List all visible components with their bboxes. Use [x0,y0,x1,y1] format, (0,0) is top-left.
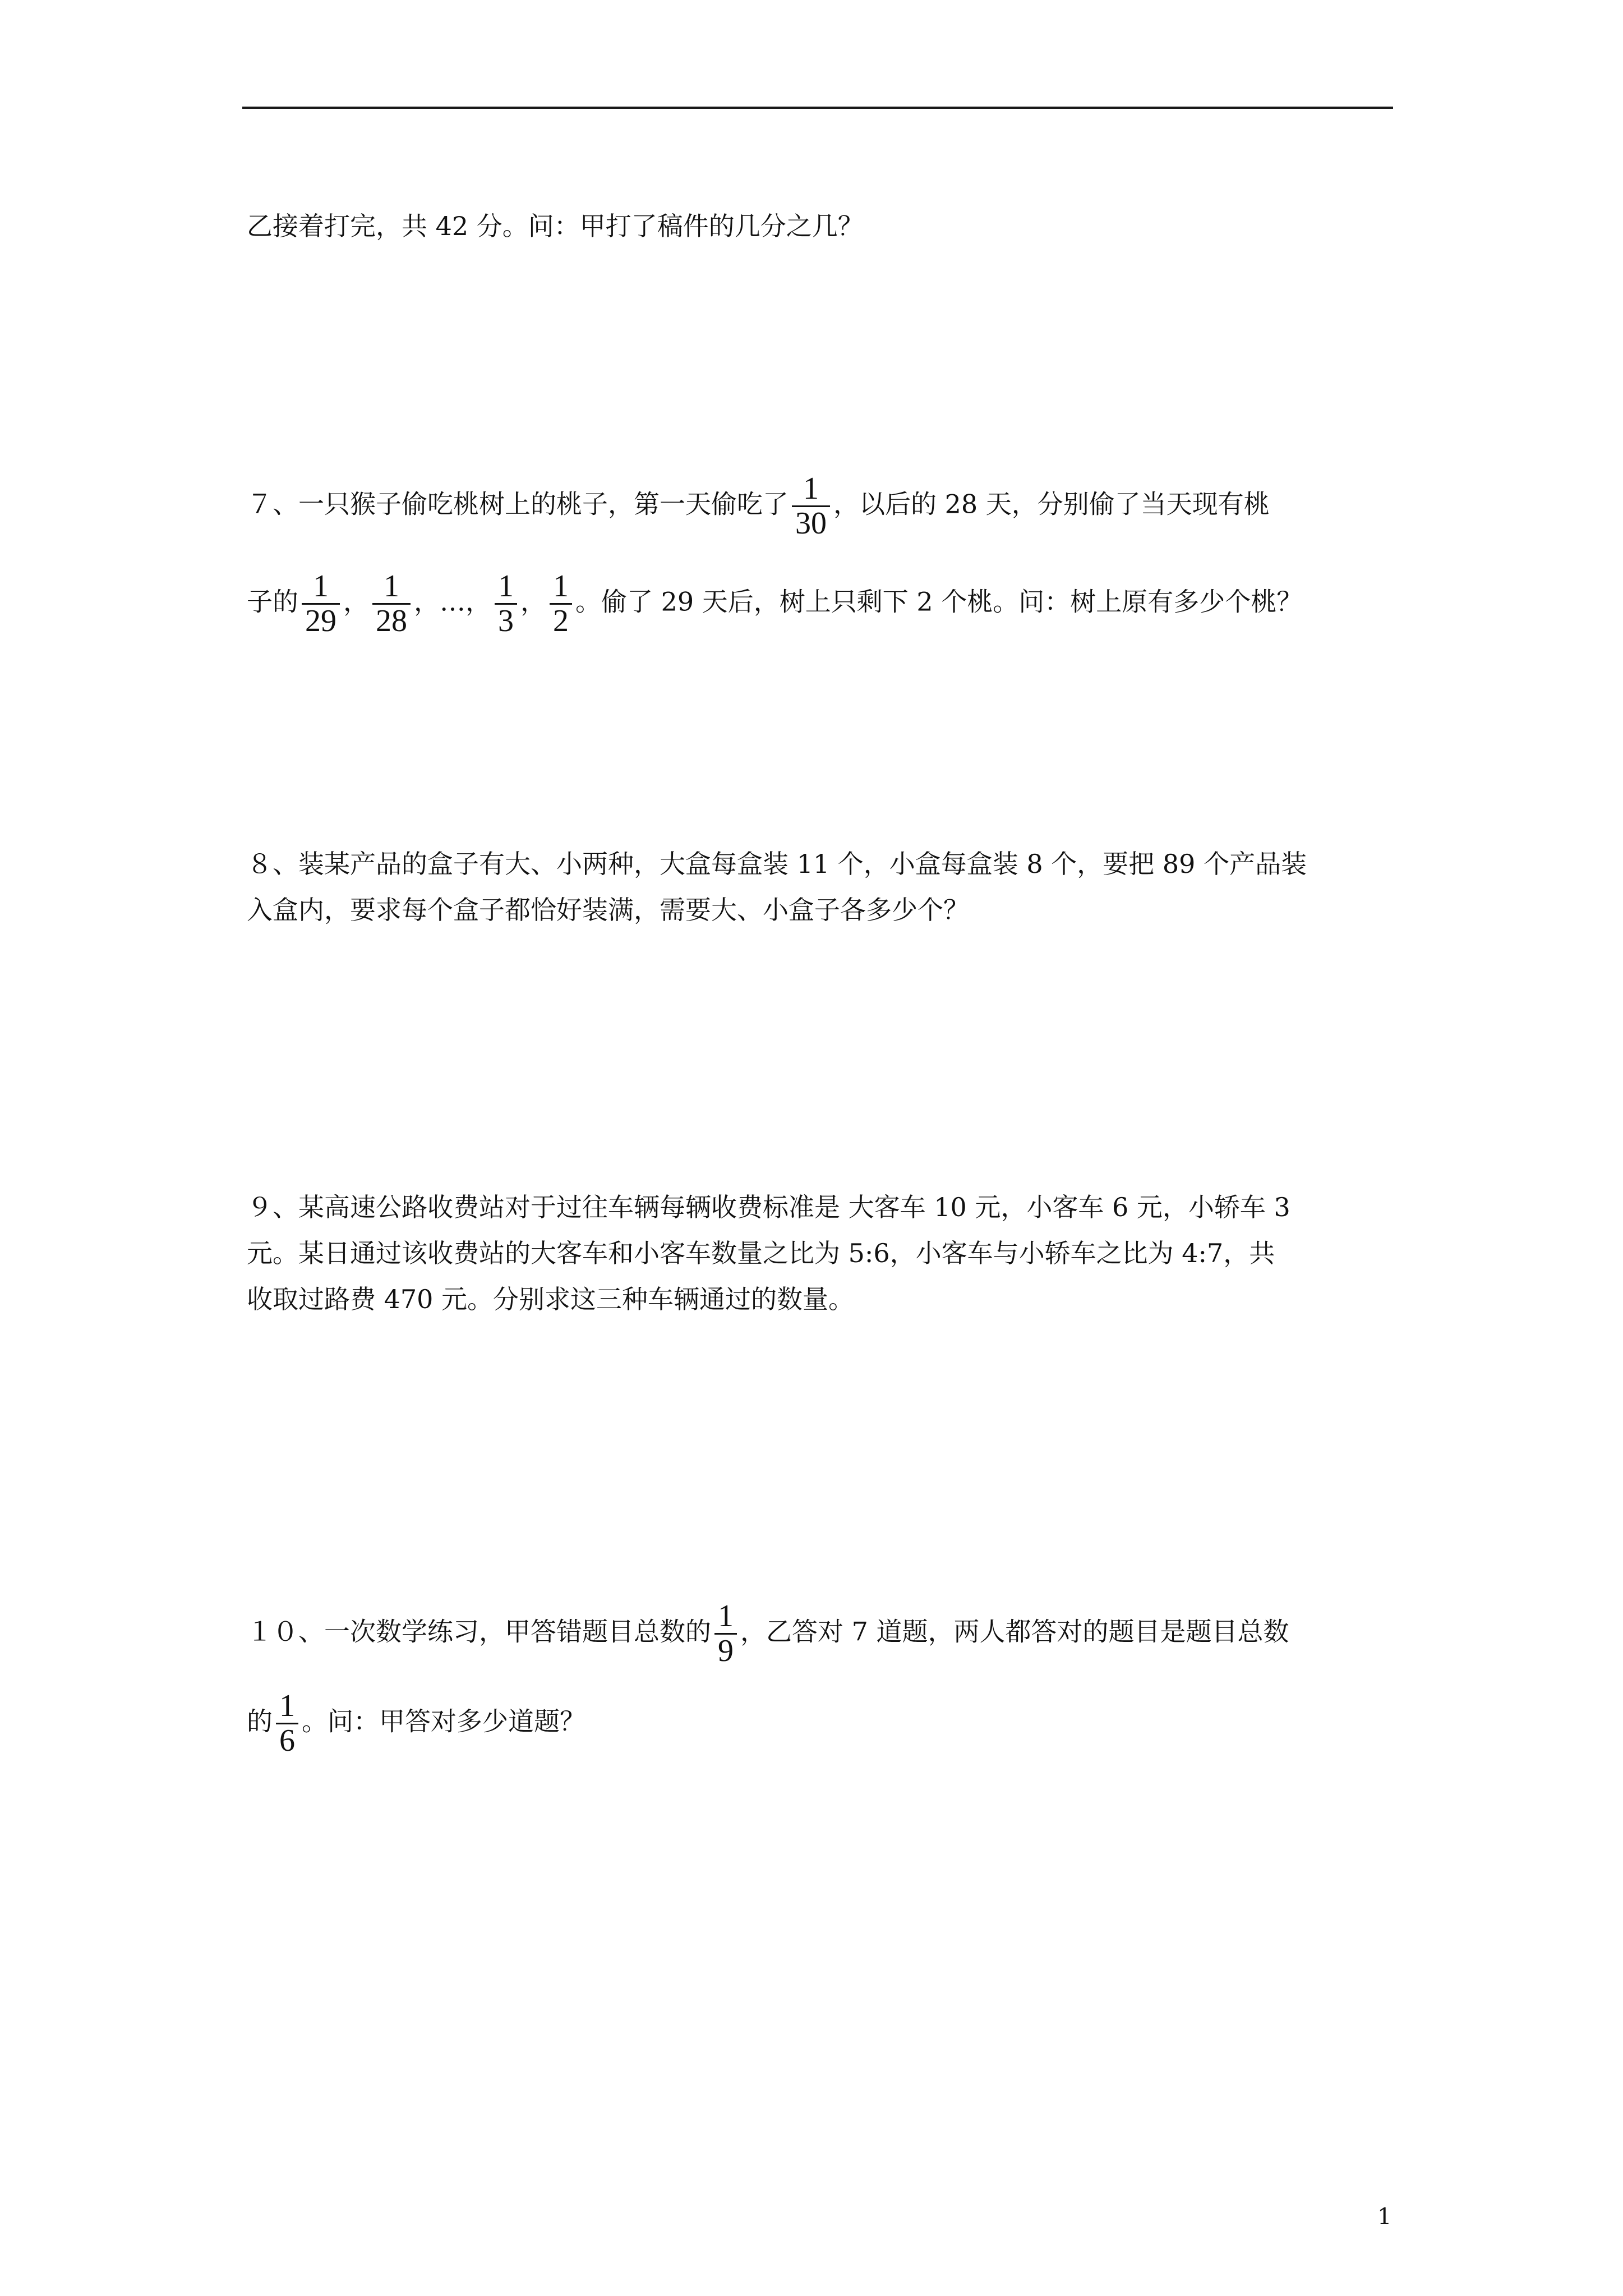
q10-text-1a: １０、一次数学练习，甲答错题目总数的 [247,1616,711,1647]
q9-line-1: ９、某高速公路收费站对于过往车辆每辆收费标准是 大客车 10 元，小客车 6 元，小轿车 3 [247,1192,1290,1222]
q7-fraction-1-3 [495,570,517,638]
q10-fraction-1-9 [714,1600,737,1668]
q7-sep-1: ， [343,586,369,617]
q7-text-1a: ７、一只猴子偷吃桃树上的桃子，第一天偷吃了 [247,489,789,519]
q7-fraction-1-30 [792,472,830,540]
q7-f5-denominator: 2 [550,603,572,638]
q7-f3-denominator: 28 [372,603,411,638]
q7-f2-numerator: 1 [313,569,329,604]
q7-fraction-1-2 [550,570,572,638]
page-number: 1 [1377,2204,1392,2230]
q7-f1-numerator: 1 [803,471,819,506]
q7-line-2 [247,570,1402,638]
q10-line-2 [247,1690,1402,1757]
q7-f2-denominator: 29 [302,603,340,638]
q7-f3-numerator: 1 [384,569,399,604]
q7-fraction-1-29 [302,570,340,638]
q8-line-2: 入盒内，要求每个盒子都恰好装满，需要大、小盒子各多少个？ [247,895,969,925]
q7-text-2b: 。偷了 29 天后，树上只剩下 2 个桃。问：树上原有多少个桃？ [575,586,1303,617]
q10-text-2a: 的 [247,1706,273,1737]
q10-fraction-1-6 [276,1690,298,1757]
q10-text-2b: 。问：甲答对多少道题？ [302,1706,585,1737]
q10-f1-numerator: 1 [718,1599,734,1634]
q8-line-1: ８、装某产品的盒子有大、小两种，大盒每盒装 11 个，小盒每盒装 8 个，要把 89 个产品装 [247,849,1307,879]
q10-f2-numerator: 1 [279,1688,295,1723]
q7-sep-2: ，…， [414,586,491,617]
header-rule [242,107,1393,109]
q7-sep-3: ， [520,586,546,617]
q9-line-3: 收取过路费 470 元。分别求这三种车辆通过的数量。 [247,1284,855,1314]
q9-line-2: 元。某日通过该收费站的大客车和小客车数量之比为 5:6，小客车与小轿车之比为 4:7，共 [247,1238,1275,1268]
q7-f1-denominator: 30 [792,505,830,540]
q7-text-2a: 子的 [247,586,298,617]
q7-f5-numerator: 1 [553,569,569,604]
q6-line-1: 乙接着打完，共 42 分。问：甲打了稿件的几分之几？ [247,211,864,241]
q10-line-1 [247,1600,1402,1668]
q10-text-1b: ，乙答对 7 道题，两人都答对的题目是题目总数 [740,1616,1289,1647]
q7-f4-numerator: 1 [498,569,514,604]
q7-text-1b: ，以后的 28 天，分别偷了当天现有桃 [833,489,1270,519]
q7-f4-denominator: 3 [495,603,517,638]
q10-f1-denominator: 9 [714,1633,737,1668]
q10-f2-denominator: 6 [276,1723,298,1757]
q7-fraction-1-28 [372,570,411,638]
q7-line-1 [247,472,1402,540]
